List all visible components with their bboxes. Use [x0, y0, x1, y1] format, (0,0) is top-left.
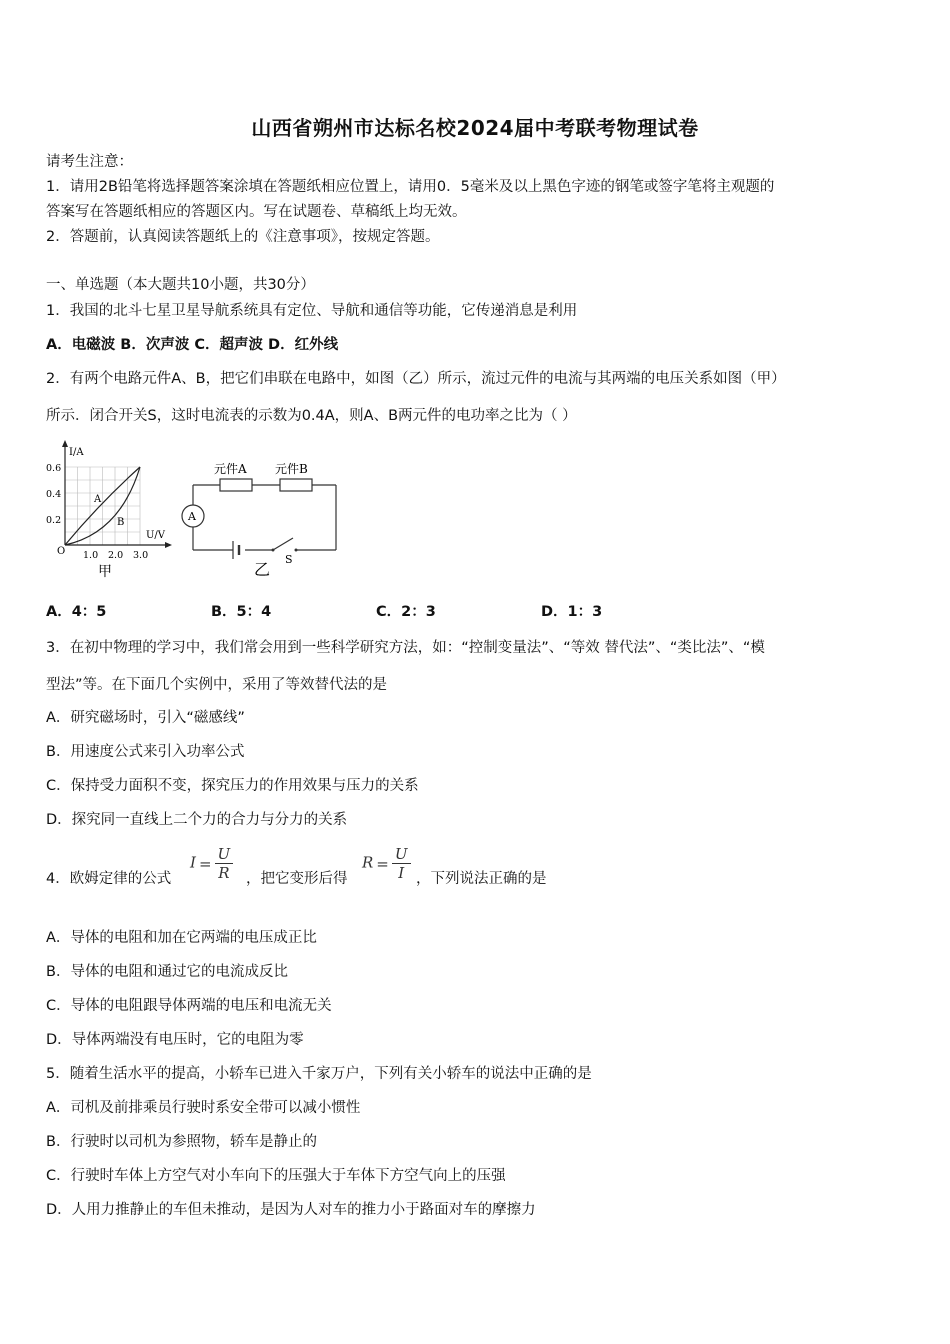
- ohms-law-formula: [190, 845, 233, 882]
- formula2-denominator: I: [398, 864, 405, 882]
- formula1-denominator: R: [218, 864, 230, 882]
- section-heading: 一、单选题（本大题共10小题，共30分）: [46, 277, 315, 293]
- element-b-resistor: [280, 479, 312, 491]
- notice-item-2: 2．答题前，认真阅读答题纸上的《注意事项》，按规定答题。: [46, 229, 440, 245]
- graph-caption: 甲: [98, 564, 112, 580]
- graph-grid: [65, 467, 140, 545]
- circuit-figure: [178, 455, 348, 585]
- formula2-lhs: R: [362, 853, 374, 872]
- graph-y-arrow: [62, 440, 68, 447]
- resistance-formula: [362, 845, 411, 882]
- y-tick-0.2: 0.2: [46, 515, 62, 526]
- y-axis-label: I/A: [69, 447, 84, 458]
- q5-stem: 5．随着生活水平的提高，小轿车已进入千家万户，下列有关小轿车的说法中正确的是: [46, 1066, 592, 1082]
- notice-heading: 请考生注意：: [46, 154, 133, 170]
- formula2-numerator: U: [392, 845, 411, 864]
- circuit-caption: 乙: [254, 560, 271, 579]
- q1-options: A．电磁波 B．次声波 C．超声波 D．红外线: [46, 337, 339, 353]
- q3-option-c: C．保持受力面积不变，探究压力的作用效果与压力的关系: [46, 778, 419, 794]
- q4-option-a: A．导体的电阻和加在它两端的电压成正比: [46, 930, 317, 946]
- q5-option-d: D．人用力推静止的车但未推动，是因为人对车的推力小于路面对车的摩擦力: [46, 1202, 536, 1218]
- notice-item-1-line-2: 答案写在答题纸相应的答题区内。写在试题卷、草稿纸上均无效。: [46, 204, 467, 220]
- q4-option-b: B．导体的电阻和通过它的电流成反比: [46, 964, 288, 980]
- q2-options: [46, 605, 602, 620]
- q3-stem-line-2: 型法”等。在下面几个实例中，采用了等效替代法的是: [46, 677, 388, 693]
- q5-option-c: C．行驶时车体上方空气对小车向下的压强大于车体下方空气向上的压强: [46, 1168, 506, 1184]
- graph-x-arrow: [165, 542, 172, 548]
- ammeter-label: A: [188, 510, 196, 523]
- q2-stem-line-1: 2．有两个电路元件A、B，把它们串联在电路中，如图（乙）所示，流过元件的电流与其两端的电压关系如图（甲）: [46, 371, 786, 387]
- element-b-label: 元件B: [275, 462, 308, 476]
- q2-option-c: C．2：3: [376, 604, 436, 620]
- origin-label: O: [57, 546, 66, 557]
- x-tick-1.0: 1.0: [83, 550, 99, 561]
- q3-stem-line-1: 3．在初中物理的学习中，我们常会用到一些科学研究方法，如：“控制变量法”、“等效 替代法”、“类比法”、“模: [46, 640, 765, 656]
- q4-stem-part-2: ，把它变形后得: [246, 871, 348, 887]
- notice-item-1-line-1: 1．请用2B铅笔将选择题答案涂填在答题纸相应位置上，请用0．5毫米及以上黑色字迹的钢笔或签字笔将主观题的: [46, 179, 775, 195]
- formula2-eq: =: [376, 854, 389, 873]
- switch-blade: [273, 538, 293, 550]
- q4-stem-part-1: 4．欧姆定律的公式: [46, 871, 172, 887]
- formula1-numerator: U: [215, 845, 234, 864]
- y-tick-0.6: 0.6: [46, 463, 62, 474]
- x-axis-label: U/V: [146, 530, 166, 541]
- x-tick-2.0: 2.0: [108, 550, 124, 561]
- q3-option-d: D．探究同一直线上二个力的合力与分力的关系: [46, 812, 348, 828]
- formula1-lhs: I: [190, 853, 196, 872]
- q5-option-a: A．司机及前排乘员行驶时系安全带可以减小惯性: [46, 1100, 361, 1116]
- q1-stem: 1．我国的北斗七星卫星导航系统具有定位、导航和通信等功能，它传递消息是利用: [46, 303, 578, 319]
- q2-option-a: A．4：5: [46, 604, 107, 620]
- q2-option-d: D．1：3: [541, 604, 603, 620]
- q4-option-c: C．导体的电阻跟导体两端的电压和电流无关: [46, 998, 332, 1014]
- element-a-resistor: [220, 479, 252, 491]
- iu-graph-figure: [40, 438, 175, 583]
- element-a-label: 元件A: [214, 462, 247, 476]
- q4-option-d: D．导体两端没有电压时，它的电阻为零: [46, 1032, 304, 1048]
- q4-stem-part-3: ，下列说法正确的是: [416, 871, 547, 887]
- formula1-eq: =: [198, 854, 212, 873]
- x-tick-3.0: 3.0: [133, 550, 149, 561]
- q3-option-b: B．用速度公式来引入功率公式: [46, 744, 245, 760]
- page-title: 山西省朔州市达标名校2024届中考联考物理试卷: [251, 116, 699, 140]
- switch-label: S: [285, 553, 293, 566]
- q3-option-a: A．研究磁场时，引入“磁感线”: [46, 710, 245, 726]
- q5-option-b: B．行驶时以司机为参照物，轿车是静止的: [46, 1134, 317, 1150]
- y-tick-0.4: 0.4: [46, 489, 62, 500]
- q2-option-b: B．5：4: [211, 604, 272, 620]
- curve-a-label: A: [94, 494, 102, 505]
- q2-stem-line-2: 所示．闭合开关S，这时电流表的示数为0.4A，则A、B两元件的电功率之比为（ ）: [46, 408, 577, 424]
- curve-b-label: B: [117, 517, 125, 528]
